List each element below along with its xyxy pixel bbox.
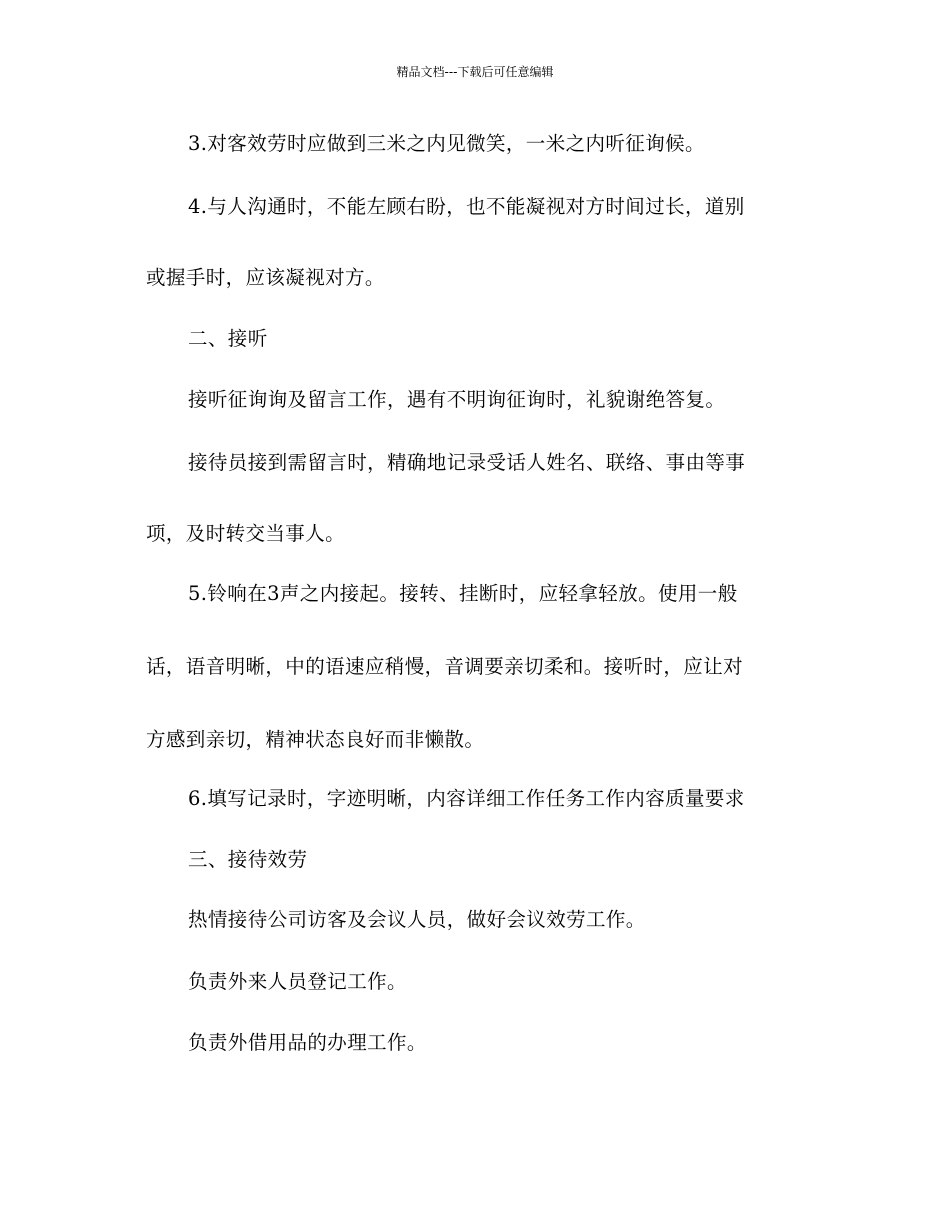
paragraph-line-9: 话，语音明晰，中的语速应稍慢，音调要亲切柔和。接听时，应让对 xyxy=(146,655,744,678)
paragraph-line-2: 4.与人沟通时，不能左顾右盼，也不能凝视对方时间过长，道别 xyxy=(188,195,745,218)
paragraph-line-15: 负责外借用品的办理工作。 xyxy=(188,1031,427,1054)
paragraph-line-3: 或握手时，应该凝视对方。 xyxy=(146,266,385,289)
page-header: 精品文档---下载后可任意编辑 xyxy=(396,65,554,79)
paragraph-line-1: 3.对客效劳时应做到三米之内见微笑，一米之内听征询候。 xyxy=(188,132,705,155)
paragraph-line-8: 5.铃响在3声之内接起。接转、挂断时，应轻拿轻放。使用一般 xyxy=(188,582,738,605)
paragraph-line-14: 负责外来人员登记工作。 xyxy=(188,970,407,993)
paragraph-line-13: 热情接待公司访客及会议人员，做好会议效劳工作。 xyxy=(188,908,646,931)
section-heading-2: 二、接听 xyxy=(188,327,268,350)
paragraph-line-6: 接待员接到需留言时，精确地记录受话人姓名、联络、事由等事 xyxy=(188,451,746,474)
paragraph-line-5: 接听征询询及留言工作，遇有不明询征询时，礼貌谢绝答复。 xyxy=(188,388,726,411)
paragraph-line-10: 方感到亲切，精神状态良好而非懒散。 xyxy=(146,728,485,751)
paragraph-line-11: 6.填写记录时，字迹明晰，内容详细工作任务工作内容质量要求 xyxy=(188,787,745,810)
section-heading-3: 三、接待效劳 xyxy=(188,848,308,871)
paragraph-line-7: 项，及时转交当事人。 xyxy=(146,522,346,545)
